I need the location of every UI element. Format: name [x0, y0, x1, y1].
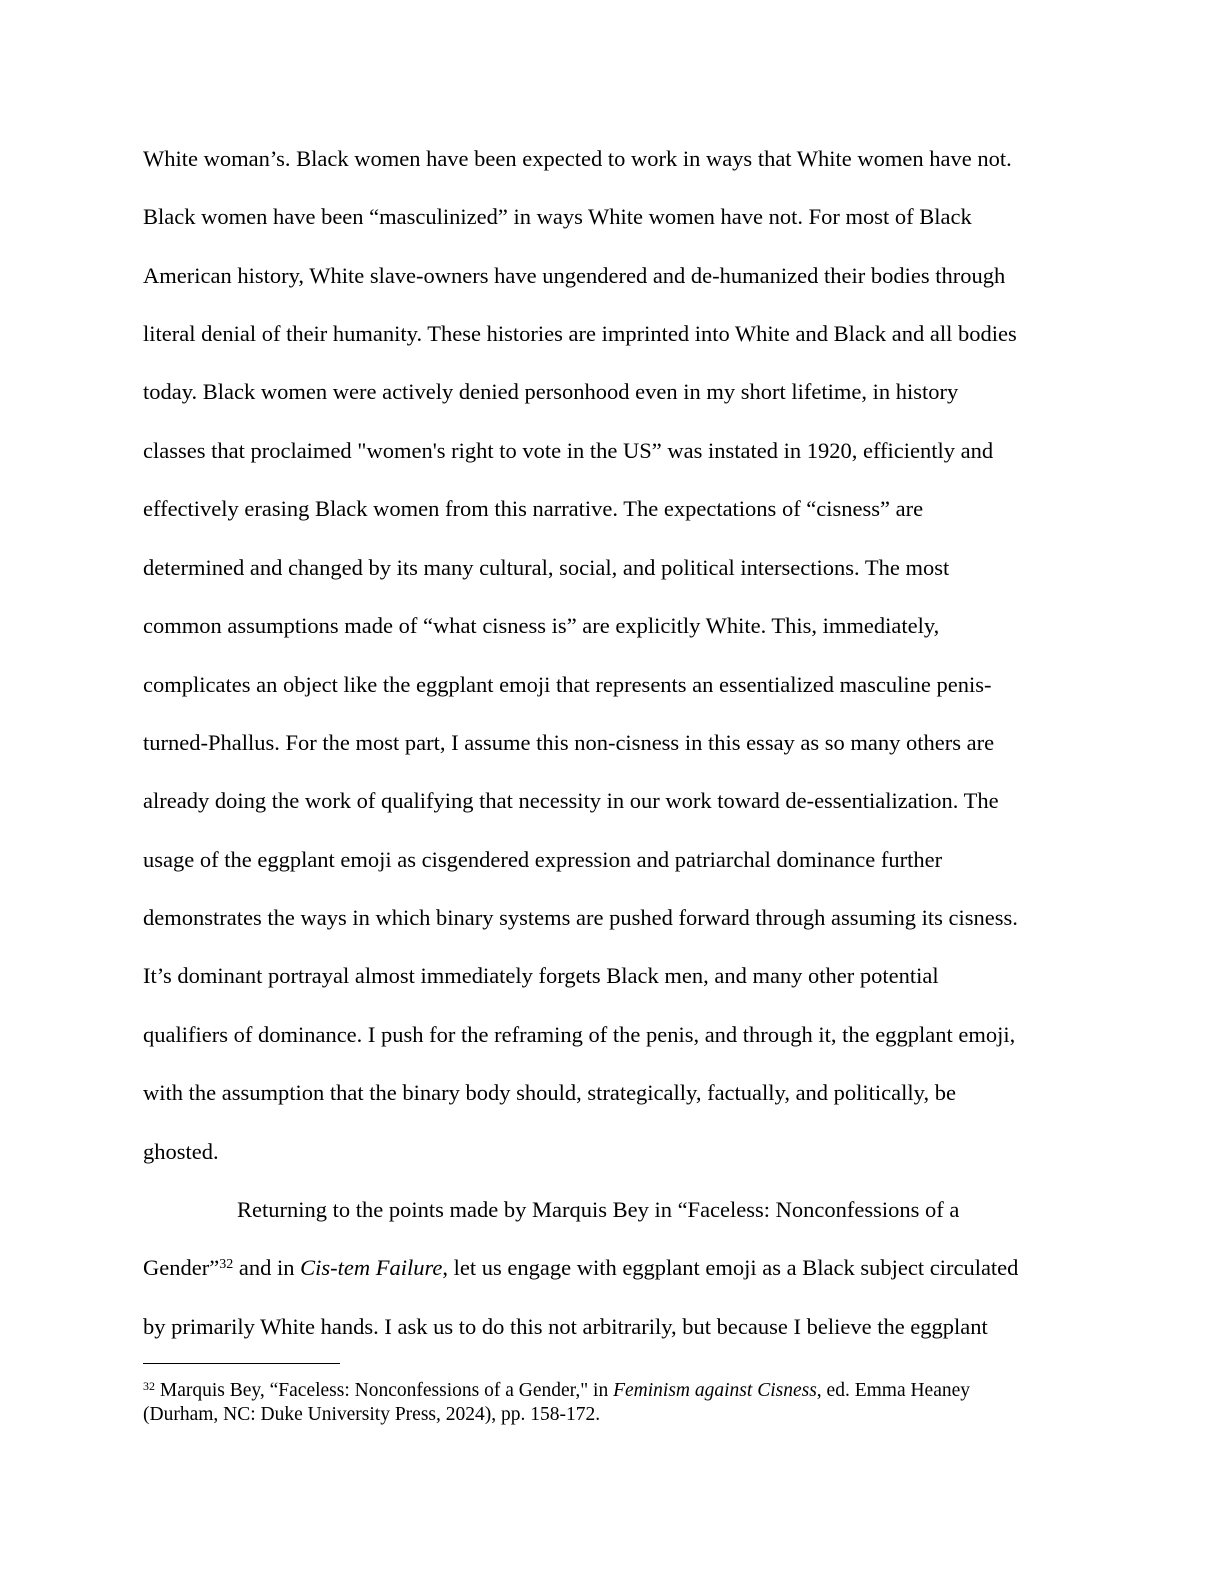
- body-line: effectively erasing Black women from this narrative. The expectations of “cisness” are: [143, 496, 924, 521]
- body-line: Black women have been “masculinized” in ways White women have not. For most of Black: [143, 204, 972, 229]
- body-line: classes that proclaimed "women's right to vote in the US” was instated in 1920, efficiently and: [143, 438, 994, 463]
- text-run: , let us engage with eggplant emoji as a Black subject circulated: [442, 1255, 1019, 1280]
- footnote-separator: [143, 1363, 340, 1364]
- body-line: qualifiers of dominance. I push for the reframing of the penis, and through it, the eggplant emoji,: [143, 1022, 1016, 1047]
- text-run: Gender”: [143, 1255, 220, 1280]
- footnote-reference-32[interactable]: 32: [219, 1257, 234, 1272]
- footnote-number: 32: [143, 1379, 155, 1393]
- body-line: complicates an object like the eggplant emoji that represents an essentialized masculine penis-: [143, 672, 992, 697]
- body-line: White woman’s. Black women have been expected to work in ways that White women have not.: [143, 146, 1012, 171]
- body-line: American history, White slave-owners have ungendered and de-humanized their bodies through: [143, 263, 1006, 288]
- footnote-line-1: [143, 1379, 1083, 1403]
- paragraph-2-line-2: [143, 1254, 1083, 1282]
- body-line: It’s dominant portrayal almost immediately forgets Black men, and many other potential: [143, 963, 939, 988]
- body-line: determined and changed by its many cultural, social, and political intersections. The most: [143, 555, 950, 580]
- text-run: and in: [233, 1255, 301, 1280]
- body-line: literal denial of their humanity. These histories are imprinted into White and Black and all bodies: [143, 321, 1017, 346]
- footnote-title-italic: Feminism against Cisness: [613, 1380, 817, 1401]
- body-line: today. Black women were actively denied personhood even in my short lifetime, in history: [143, 379, 959, 404]
- footnote-line-2: (Durham, NC: Duke University Press, 2024), pp. 158-172.: [143, 1404, 601, 1425]
- body-line: usage of the eggplant emoji as cisgendered expression and patriarchal dominance further: [143, 847, 943, 872]
- body-line: demonstrates the ways in which binary systems are pushed forward through assuming its cisness.: [143, 905, 1018, 930]
- paragraph-2-line-3: by primarily White hands. I ask us to do this not arbitrarily, but because I believe the eggplant: [143, 1314, 988, 1339]
- paragraph-2-first-line: Returning to the points made by Marquis Bey in “Faceless: Nonconfessions of a: [237, 1197, 960, 1222]
- text-run: Marquis Bey, “Faceless: Nonconfessions of a Gender," in: [155, 1380, 614, 1401]
- text-run: , ed. Emma Heaney: [816, 1380, 971, 1401]
- body-line: already doing the work of qualifying that necessity in our work toward de-essentialization. The: [143, 788, 999, 813]
- body-line: common assumptions made of “what cisness is” are explicitly White. This, immediately,: [143, 613, 940, 638]
- body-line: ghosted.: [143, 1139, 219, 1164]
- body-line: with the assumption that the binary body should, strategically, factually, and politically, be: [143, 1080, 956, 1105]
- body-line: turned-Phallus. For the most part, I assume this non-cisness in this essay as so many others are: [143, 730, 995, 755]
- book-title-italic: Cis-tem Failure: [300, 1255, 443, 1280]
